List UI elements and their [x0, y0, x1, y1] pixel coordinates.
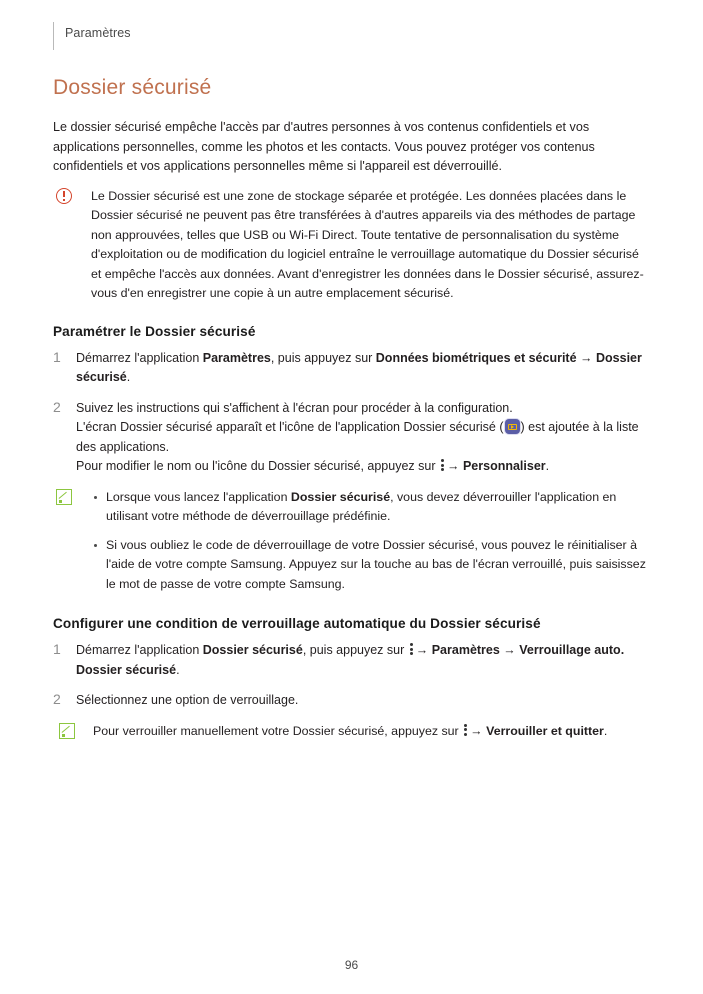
step2-line3-end: . [545, 459, 550, 473]
note-icon [59, 723, 76, 740]
step-number: 1 [53, 348, 61, 365]
autolock-step1-text [76, 641, 649, 680]
breadcrumb: Paramètres [65, 26, 131, 40]
header-divider [53, 22, 54, 50]
note-box-autolock [53, 722, 649, 742]
page-title: Dossier sécurisé [53, 76, 212, 99]
step2-line-3 [76, 457, 649, 477]
autolock-step-2 [53, 691, 649, 711]
autolock-step1-arrow2: → [499, 643, 520, 657]
autolock-steps [53, 641, 649, 711]
step-2 [53, 399, 649, 477]
more-options-icon [410, 642, 414, 656]
note-autolock-bold: Verrouiller et quitter [486, 723, 604, 738]
step-1 [53, 349, 649, 388]
step1-bold-securefolder: Dossier sécurisé [76, 350, 642, 384]
caution-box [53, 187, 649, 304]
caution-text: Le Dossier sécurisé est une zone de stockage séparée et protégée. Les données placées dans le Dossier sécurisé ne peuvent pas être transférées à d'autres appareils via des méthodes de partage non approuvées, telles que USB ou Wi-Fi Direct. Toute tentative de personnalisation du système d'exploitation ou de modification du logiciel entraîne le verrouillage automatique du Dossier sécurisé et empêche l'accès aux données. Avant d'enregistrer les données dans le Dossier sécurisé, assurez-vous d'en enregistrer une copie à un autre emplacement sécurisé. [91, 188, 644, 300]
caution-icon [56, 188, 73, 205]
step2-line-2 [76, 418, 649, 457]
autolock-step1-end: . [176, 662, 180, 677]
step2-bold-personnaliser: Personnaliser [462, 459, 546, 473]
note-bullet-1 [91, 488, 649, 527]
step1-part-text2: , puis appuyez sur [270, 350, 376, 365]
step1-period: . [126, 370, 131, 384]
autolock-step1-arrow1: → [415, 643, 432, 657]
step2-line2-post: ) est ajoutée à la liste des applications. [76, 420, 639, 454]
note-autolock-pre: Pour verrouiller manuellement votre Dossier sécurisé, appuyez sur [93, 723, 463, 738]
section-heading-autolock: Configurer une condition de verrouillage automatique du Dossier sécurisé [53, 616, 541, 631]
step2-line2-pre: L'écran Dossier sécurisé apparaît et l'icône de l'application Dossier sécurisé ( [76, 420, 504, 434]
step-number: 2 [53, 398, 61, 415]
note-autolock-arrow: → [470, 723, 487, 738]
step1-bold-biometrics: Données biométriques et sécurité [375, 350, 577, 365]
note-icon [56, 489, 73, 506]
secure-folder-app-icon [505, 419, 520, 434]
autolock-step2-text: Sélectionnez une option de verrouillage. [76, 693, 299, 707]
autolock-step1-pre: Démarrez l'application [76, 643, 203, 657]
note-bullet1-pre: Lorsque vous lancez l'application [106, 489, 291, 504]
autolock-step1-mid: , puis appuyez sur [302, 643, 408, 657]
note-bullet1-post: , vous devez déverrouiller l'application en utilisant votre méthode de déverrouillage prédéfinie. [106, 489, 617, 523]
page-footer [0, 958, 703, 972]
note-autolock-text [93, 722, 649, 742]
step-number: 2 [53, 691, 61, 707]
autolock-step-1 [53, 641, 649, 680]
step2-line-1: Suivez les instructions qui s'affichent à l'écran pour procéder à la configuration. [76, 400, 513, 415]
page-number: 96 [344, 958, 359, 972]
note-bullet-2: Si vous oubliez le code de déverrouillage de votre Dossier sécurisé, vous pouvez le réinitialiser à l'aide de votre compte Samsung. Appuyez sur la touche au bas de l'écran verrouillé, puis saisissez le mot de passe de votre compte Samsung. [91, 536, 649, 595]
autolock-step1-bold-autolock: Verrouillage auto. Dossier sécurisé [76, 643, 625, 677]
note-bullet-list [91, 488, 649, 595]
autolock-step1-bold-securefolder: Dossier sécurisé [202, 643, 303, 657]
setup-steps [53, 349, 649, 477]
page-content [53, 76, 649, 745]
page-header [53, 22, 653, 52]
intro-paragraph: Le dossier sécurisé empêche l'accès par d'autres personnes à vos contenus confidentiels et vos applications personnelles, comme les photos et les contacts. Vous pouvez protéger vos contenus confidentiels et vos applications personnelles même si l'appareil est déverrouillé. [53, 120, 595, 173]
step-text [76, 349, 649, 388]
step1-part-text1: Démarrez l'application [76, 350, 203, 365]
more-options-icon [441, 458, 445, 472]
more-options-icon [464, 723, 468, 737]
note-autolock-end: . [603, 723, 608, 738]
note-box-setup [53, 488, 649, 595]
autolock-step1-bold-settings: Paramètres [431, 643, 500, 657]
step2-line3-pre: Pour modifier le nom ou l'icône du Dossier sécurisé, appuyez sur [76, 459, 439, 473]
section-heading-setup: Paramétrer le Dossier sécurisé [53, 323, 256, 339]
note-bullet1-bold: Dossier sécurisé [290, 489, 391, 504]
step1-bold-settings: Paramètres [202, 350, 271, 365]
step2-line3-arrow: → [446, 459, 463, 473]
step-number: 1 [53, 641, 61, 657]
step1-arrow: → [576, 350, 596, 365]
